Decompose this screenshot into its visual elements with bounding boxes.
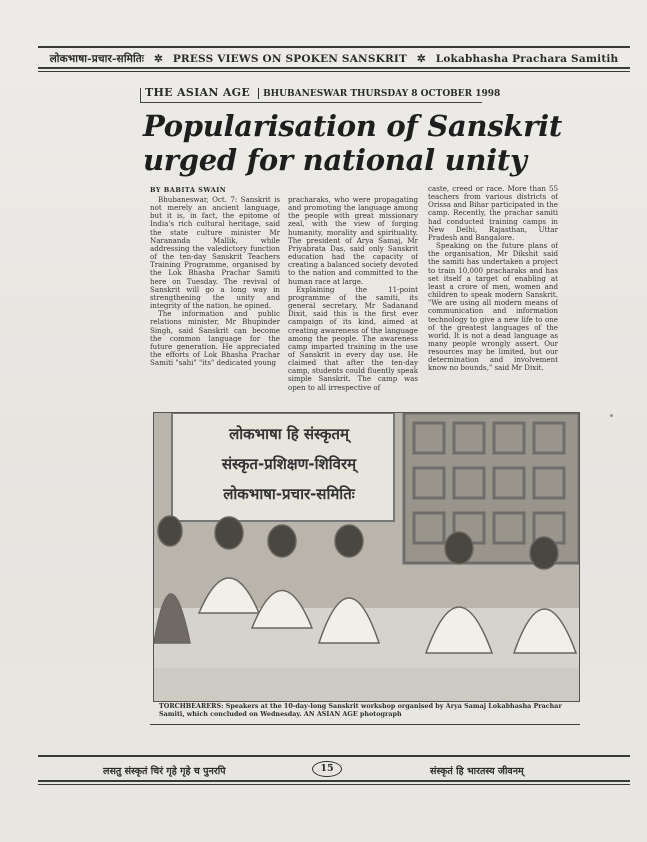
header-hindi: लोकभाषा-प्रचार-समितिः (49, 53, 145, 65)
news-photograph (153, 412, 580, 702)
speck (610, 414, 613, 417)
caption-label: TORCHBEARERS: (159, 702, 224, 710)
header-bottom-rule-thin (38, 71, 630, 72)
article-byline: BY BABITA SWAIN (150, 186, 227, 194)
article-column-2 (288, 196, 418, 408)
paragraph: Speaking on the future plans of the organisation, Mr Dikshit said the samiti has undertaken a project to train 10,000 pracharaks and has set itself a target of enabling at least a crore of men, women and children to speak modern Sanskrit. "We are using all modern means of communication and information technology to give a new life to one of the greatest languages of the world. It is not a dead language as many people wrongly assert. Our resources may be limited, but our determination and involvement know no bounds," said Mr Dixit. (428, 241, 558, 373)
article-headline: Popularisation of Sanskrit urged for national unity (143, 109, 562, 177)
article-column-1 (150, 196, 280, 408)
paragraph: The information and public relations minister, Mr Bhupinder Singh, said Sanskrit can become the common language for the future generation. He appreciated the efforts of Lok Bhasha Prachar Samiti "sahi" "its" dedicated young (150, 309, 280, 368)
header-star-icon: ✲ (153, 53, 163, 65)
caption-text: Speakers at the 10-day-long Sanskrit workshop organised by Arya Samaj Lokabhasha Prachar Samiti, which concluded on Wednesday. (159, 702, 562, 718)
photo-caption (159, 702, 579, 718)
paragraph: pracharaks, who were propagating and promoting the language among the people with great missionary zeal, with the view of forging humanity, morality and spirituality. The president of Arya Samaj, Mr Priyabrata Das, said only Sanskrit education had the capacity of creating a balanced society devoted to the nation and committed to the human race at large. (288, 196, 418, 286)
banner-text (194, 419, 384, 509)
caption-rule (150, 724, 580, 725)
dateline (145, 86, 500, 99)
header-bottom-rule (38, 67, 630, 69)
header-org: Lokabhasha Prachara Samitih (435, 53, 619, 65)
paragraph: caste, creed or race. More than 55 teachers from various districts of Orissa and Bihar participated in the camp. Recently, the prachar samiti had conducted training camps in New Delhi, Rajasthan, Uttar Pradesh and Bangalore. (428, 185, 558, 242)
page-number: 15 (312, 761, 342, 777)
article-column-3 (428, 185, 558, 407)
paragraph: Bhubaneswar, Oct. 7: Sanskrit is not merely an ancient language, but it is, in fact, the epitome of India's rich cultural heritage, said the state culture minister Mr Narananda Mallik, while addressing the valedictory function of the ten-day Sanskrit Teachers Training Programme, organised by the Lok Bhasha Prachar Samiti here on Tuesday. The revival of Sanskrit will go a long way in strengthening the unity and integrity of the nation, he opined. (150, 196, 280, 311)
footer-motto-right: संस्कृतं हि भारतस्य जीवनम् (430, 766, 524, 777)
dateline-rule (140, 102, 482, 103)
paragraph: Explaining the 11-point programme of the samiti, its general secretary, Mr Sadanand Dixit, said this is the first ever campaign of its kind, aimed at creating awareness of the language among the people. The awareness camp imparted training in the use of Sanskrit in every day use. He claimed that after the ten-day camp, students could fluently speak simple Sanskrit. The camp was open to all irrespective of (288, 284, 418, 392)
publication-name: THE ASIAN AGE (145, 86, 251, 99)
banner-line: लोकभाषा-प्रचार-समितिः (223, 485, 355, 503)
place-date: BHUBANESWAR THURSDAY 8 OCTOBER 1998 (263, 89, 501, 99)
column-rule (140, 88, 141, 103)
page-header (38, 52, 630, 66)
header-star-icon: ✲ (416, 53, 426, 65)
footer-bottom-rule (38, 780, 630, 782)
footer-motto-left: लसतु संस्कृतं चिरं गृहे गृहे च पुनरपि (103, 766, 226, 777)
header-top-rule (38, 46, 630, 48)
footer-bottom-rule-thin (38, 784, 630, 785)
banner-line: लोकभाषा हि संस्कृतम् (229, 425, 349, 443)
caption-credit: AN ASIAN AGE photograph (303, 710, 402, 718)
footer-top-rule (38, 755, 630, 757)
banner-line: संस्कृत-प्रशिक्षण-शिविरम् (221, 455, 357, 473)
header-title: PRESS VIEWS ON SPOKEN SANSKRIT (172, 53, 408, 65)
